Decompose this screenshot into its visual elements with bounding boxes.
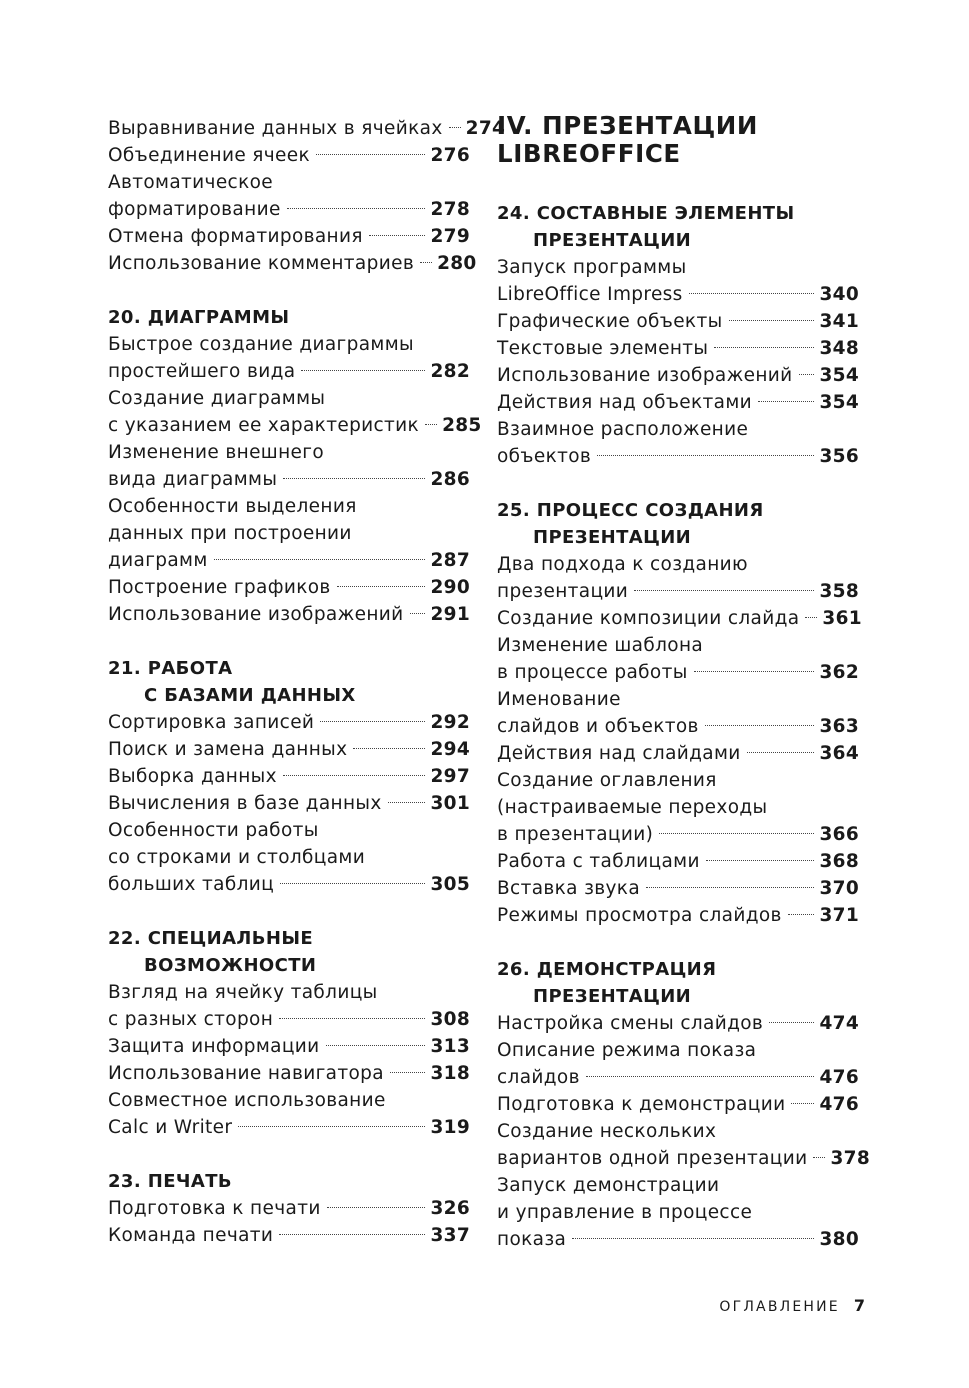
- entry-row: [497, 605, 862, 632]
- entry-page-number: 294: [430, 739, 470, 760]
- entry-title-line: Подготовка к печати: [108, 1198, 321, 1219]
- toc-entry: [497, 767, 859, 848]
- section-title-line: ПРЕЗЕНТАЦИИ: [533, 230, 692, 251]
- entry-page-number: 282: [430, 361, 470, 382]
- entry-title-line: Действия над слайдами: [497, 743, 741, 764]
- entry-row: [108, 1006, 470, 1033]
- entry-row: [108, 196, 470, 223]
- entry-title-line: Взаимное расположение: [497, 419, 749, 440]
- toc-entry: [108, 385, 482, 439]
- dot-leader: [758, 401, 814, 402]
- entry-title-line: Команда печати: [108, 1225, 274, 1246]
- toc-entry: [497, 1091, 859, 1118]
- dot-leader: [747, 752, 815, 753]
- entry-page-number: 319: [430, 1117, 470, 1138]
- toc-entry: [108, 142, 470, 169]
- entry-page-number: 279: [430, 226, 470, 247]
- toc-entry: [108, 439, 470, 493]
- toc-entry: [497, 1010, 859, 1037]
- toc-entry: [497, 254, 859, 308]
- entry-page-number: 341: [819, 311, 859, 332]
- entry-page-number: 366: [819, 824, 859, 845]
- entry-page-number: 370: [819, 878, 859, 899]
- entry-page-number: 371: [819, 905, 859, 926]
- section-title-line: 26. ДЕМОНСТРАЦИЯ: [497, 959, 717, 980]
- entry-title-line: Calc и Writer: [108, 1117, 233, 1138]
- entry-title-line: Создание диаграммы: [108, 388, 326, 409]
- toc-entry: [497, 389, 859, 416]
- toc-entry: [497, 605, 862, 632]
- entry-title-line: Настройка смены слайдов: [497, 1013, 764, 1034]
- entry-title-line: Использование изображений: [497, 365, 793, 386]
- entry-row: [497, 1145, 871, 1172]
- dot-leader: [326, 1045, 426, 1046]
- section-title-line: ВОЗМОЖНОСТИ: [144, 955, 317, 976]
- entry-row: [108, 1033, 470, 1060]
- entry-title-line: Взгляд на ячейку таблицы: [108, 982, 378, 1003]
- toc-sections: [108, 277, 482, 1249]
- entry-title-line: Отмена форматирования: [108, 226, 363, 247]
- entry-title-line: Создание оглавления: [497, 770, 717, 791]
- dot-leader: [659, 833, 814, 834]
- dot-leader: [813, 1157, 825, 1158]
- toc-entry: [108, 817, 470, 898]
- dot-leader: [706, 860, 815, 861]
- entry-row: [108, 223, 470, 250]
- dot-leader: [791, 1103, 814, 1104]
- section-heading: [108, 925, 470, 979]
- entry-title-line: Совместное использование: [108, 1090, 386, 1111]
- entry-title-line: объектов: [497, 446, 592, 467]
- entry-row: [108, 1060, 470, 1087]
- entry-title-line: вида диаграммы: [108, 469, 278, 490]
- entry-page-number: 354: [819, 365, 859, 386]
- entry-row: [497, 740, 859, 767]
- toc-entry: [108, 763, 470, 790]
- dot-leader: [420, 262, 432, 263]
- entry-row: [497, 902, 859, 929]
- dot-leader: [283, 478, 425, 479]
- dot-leader: [283, 775, 426, 776]
- entry-row: [497, 821, 859, 848]
- entry-title-line: Именование: [497, 689, 621, 710]
- entry-title-line: со строками и столбцами: [108, 847, 366, 868]
- entry-page-number: 286: [430, 469, 470, 490]
- toc-entry: [108, 331, 470, 385]
- section-heading: [108, 1168, 470, 1195]
- entry-title-line: Защита информации: [108, 1036, 320, 1057]
- section-heading: [108, 655, 470, 709]
- toc-entry: [497, 308, 859, 335]
- entry-page-number: 280: [437, 253, 477, 274]
- entry-page-number: 356: [819, 446, 859, 467]
- section-heading: [497, 497, 859, 551]
- entry-title-line: Использование комментариев: [108, 253, 415, 274]
- toc-entry: [108, 223, 470, 250]
- dot-leader: [425, 424, 437, 425]
- toc-entry: [497, 335, 859, 362]
- entry-title-line: Построение графиков: [108, 577, 331, 598]
- entry-title-line: в презентации): [497, 824, 654, 845]
- entry-title-line: слайдов и объектов: [497, 716, 699, 737]
- entry-row: [108, 1195, 470, 1222]
- entry-page-number: 476: [819, 1094, 859, 1115]
- entry-title-line: с разных сторон: [108, 1009, 274, 1030]
- section-spacer: [497, 929, 859, 956]
- toc-entry: [108, 979, 470, 1033]
- toc-entry: [497, 1172, 859, 1253]
- entry-row: [497, 335, 859, 362]
- entry-row: [497, 578, 859, 605]
- section-heading: [497, 956, 859, 1010]
- toc-entry: [497, 848, 859, 875]
- entry-title-line: Вставка звука: [497, 878, 641, 899]
- entry-row: [108, 1222, 470, 1249]
- dot-leader: [279, 1234, 425, 1235]
- toc-entry: [108, 601, 470, 628]
- entry-row: [497, 848, 859, 875]
- entry-title-line: с указанием ее характеристик: [108, 415, 420, 436]
- entry-title-line: Работа с таблицами: [497, 851, 700, 872]
- toc-entry: [108, 1087, 470, 1141]
- entry-row: [497, 1010, 859, 1037]
- section-title-line: ПРЕЗЕНТАЦИИ: [533, 527, 692, 548]
- entry-page-number: 290: [430, 577, 470, 598]
- entry-title-line: Создание нескольких: [497, 1121, 717, 1142]
- entry-page-number: 354: [819, 392, 859, 413]
- entry-page-number: 318: [430, 1063, 470, 1084]
- dot-leader: [769, 1022, 814, 1023]
- toc-right-column: [497, 111, 871, 1253]
- entry-page-number: 340: [819, 284, 859, 305]
- entry-title-line: Вычисления в базе данных: [108, 793, 382, 814]
- toc-entry: [108, 1195, 470, 1222]
- toc-entry: [108, 250, 477, 277]
- entry-page-number: 274: [465, 118, 506, 139]
- entry-row: [108, 1114, 470, 1141]
- entry-page-number: 363: [819, 716, 859, 737]
- section-heading: [108, 304, 470, 331]
- entry-page-number: 313: [430, 1036, 470, 1057]
- entry-title-line: (настраиваемые переходы: [497, 797, 768, 818]
- entry-row: [108, 142, 470, 169]
- entry-page-number: 362: [819, 662, 859, 683]
- section-title-line: 22. СПЕЦИАЛЬНЫЕ: [108, 928, 314, 949]
- entry-row: [108, 736, 470, 763]
- entry-title-line: презентации: [497, 581, 629, 602]
- entry-title-line: Действия над объектами: [497, 392, 752, 413]
- entry-title-line: Создание композиции слайда: [497, 608, 800, 629]
- toc-entry: [108, 1060, 470, 1087]
- entry-title-line: Запуск программы: [497, 257, 687, 278]
- dot-leader: [788, 914, 815, 915]
- toc-entry: [497, 902, 859, 929]
- entry-row: [108, 466, 470, 493]
- entry-row: [108, 790, 470, 817]
- entry-title-line: Использование навигатора: [108, 1063, 384, 1084]
- dot-leader: [705, 725, 815, 726]
- section-title-line: С БАЗАМИ ДАННЫХ: [144, 685, 356, 706]
- entry-page-number: 348: [819, 338, 859, 359]
- entry-row: [108, 547, 470, 574]
- entry-page-number: 278: [430, 199, 470, 220]
- running-header-label: ОГЛАВЛЕНИЕ: [719, 1299, 840, 1315]
- entry-page-number: 285: [442, 415, 482, 436]
- toc-entry: [108, 1033, 470, 1060]
- toc-entry: [108, 169, 470, 223]
- entry-row: [497, 659, 859, 686]
- toc-left-column: [108, 115, 506, 1249]
- toc-entry: [108, 736, 470, 763]
- dot-leader: [714, 347, 814, 348]
- entry-title-line: и управление в процессе: [497, 1202, 753, 1223]
- dot-leader: [238, 1126, 425, 1127]
- entry-row: [497, 389, 859, 416]
- entry-title-line: данных при построении: [108, 523, 352, 544]
- dot-leader: [280, 883, 425, 884]
- toc-entry: [497, 1118, 871, 1172]
- entry-title-line: Сортировка записей: [108, 712, 315, 733]
- toc-entry: [497, 632, 859, 686]
- entry-title-line: показа: [497, 1229, 567, 1250]
- entry-title-line: Изменение внешнего: [108, 442, 324, 463]
- entry-row: [108, 574, 470, 601]
- toc-sections: [497, 200, 871, 1253]
- toc-entry: [108, 709, 470, 736]
- entry-row: [497, 1064, 859, 1091]
- toc-entry: [108, 1222, 470, 1249]
- toc-entry: [108, 493, 470, 574]
- entry-title-line: Поиск и замена данных: [108, 739, 348, 760]
- toc-entry: [108, 574, 470, 601]
- entry-row: [497, 875, 859, 902]
- dot-leader: [301, 370, 425, 371]
- toc-entry-group: [108, 115, 506, 277]
- dot-leader: [320, 721, 425, 722]
- dot-leader: [390, 1072, 426, 1073]
- entry-title-line: слайдов: [497, 1067, 580, 1088]
- entry-page-number: 337: [430, 1225, 470, 1246]
- dot-leader: [337, 586, 426, 587]
- entry-title-line: Графические объекты: [497, 311, 723, 332]
- part-title-line: LIBREOFFICE: [497, 139, 681, 168]
- entry-page-number: 368: [819, 851, 859, 872]
- entry-title-line: Описание режима показа: [497, 1040, 757, 1061]
- dot-leader: [586, 1076, 815, 1077]
- entry-title-line: Два подхода к созданию: [497, 554, 748, 575]
- entry-title-line: простейшего вида: [108, 361, 296, 382]
- section-spacer: [108, 1141, 470, 1168]
- entry-title-line: Быстрое создание диаграммы: [108, 334, 414, 355]
- section-title-line: 23. ПЕЧАТЬ: [108, 1171, 232, 1192]
- dot-leader: [279, 1018, 425, 1019]
- toc-entry: [108, 790, 470, 817]
- entry-row: [108, 358, 470, 385]
- entry-title-line: LibreOffice Impress: [497, 284, 683, 305]
- entry-row: [497, 281, 859, 308]
- toc-entry: [497, 686, 859, 740]
- part-title-line: IV. ПРЕЗЕНТАЦИИ: [497, 111, 759, 140]
- entry-title-line: Режимы просмотра слайдов: [497, 905, 782, 926]
- entry-page-number: 358: [819, 581, 859, 602]
- dot-leader: [287, 208, 426, 209]
- entry-row: [108, 871, 470, 898]
- entry-page-number: 297: [430, 766, 470, 787]
- dot-leader: [572, 1238, 814, 1239]
- entry-row: [108, 763, 470, 790]
- section-spacer: [497, 470, 859, 497]
- entry-page-number: 476: [819, 1067, 859, 1088]
- page-number: 7: [853, 1296, 865, 1315]
- section-title-line: ПРЕЗЕНТАЦИИ: [533, 986, 692, 1007]
- entry-row: [108, 412, 482, 439]
- section-title-line: 21. РАБОТА: [108, 658, 233, 679]
- entry-page-number: 361: [822, 608, 862, 629]
- dot-leader: [694, 671, 815, 672]
- entry-title-line: Автоматическое: [108, 172, 274, 193]
- toc-entry: [108, 115, 506, 142]
- toc-entry: [497, 1037, 859, 1091]
- entry-row: [108, 709, 470, 736]
- entry-page-number: 326: [430, 1198, 470, 1219]
- dot-leader: [634, 590, 814, 591]
- entry-row: [108, 601, 470, 628]
- entry-title-line: Запуск демонстрации: [497, 1175, 720, 1196]
- entry-page-number: 380: [819, 1229, 859, 1250]
- dot-leader: [689, 293, 815, 294]
- dot-leader: [449, 127, 461, 128]
- section-spacer: [108, 277, 470, 304]
- entry-row: [497, 1091, 859, 1118]
- entry-row: [497, 443, 859, 470]
- entry-row: [108, 115, 506, 142]
- section-spacer: [108, 898, 470, 925]
- page-footer: [719, 1296, 865, 1315]
- dot-leader: [597, 455, 814, 456]
- entry-title-line: форматирование: [108, 199, 281, 220]
- section-title-line: 25. ПРОЦЕСС СОЗДАНИЯ: [497, 500, 764, 521]
- dot-leader: [805, 617, 817, 618]
- entry-row: [497, 1226, 859, 1253]
- entry-title-line: Особенности работы: [108, 820, 319, 841]
- entry-page-number: 308: [430, 1009, 470, 1030]
- entry-title-line: Выравнивание данных в ячейках: [108, 118, 443, 139]
- dot-leader: [369, 235, 426, 236]
- entry-page-number: 474: [819, 1013, 859, 1034]
- dot-leader: [316, 154, 425, 155]
- entry-page-number: 378: [830, 1148, 871, 1169]
- entry-page-number: 305: [430, 874, 470, 895]
- entry-title-line: больших таблиц: [108, 874, 275, 895]
- section-title-line: 20. ДИАГРАММЫ: [108, 307, 290, 328]
- dot-leader: [799, 374, 815, 375]
- dot-leader: [729, 320, 815, 321]
- entry-page-number: 292: [430, 712, 470, 733]
- entry-title-line: в процессе работы: [497, 662, 688, 683]
- dot-leader: [214, 559, 426, 560]
- entry-row: [497, 713, 859, 740]
- entry-page-number: 291: [430, 604, 470, 625]
- part-title: [497, 112, 859, 168]
- dot-leader: [410, 613, 426, 614]
- entry-title-line: Выборка данных: [108, 766, 277, 787]
- entry-row: [497, 362, 859, 389]
- entry-page-number: 364: [819, 743, 859, 764]
- entry-title-line: вариантов одной презентации: [497, 1148, 808, 1169]
- entry-title-line: Текстовые элементы: [497, 338, 709, 359]
- entry-page-number: 287: [430, 550, 470, 571]
- entry-title-line: Изменение шаблона: [497, 635, 704, 656]
- entry-row: [497, 308, 859, 335]
- entry-title-line: Особенности выделения: [108, 496, 357, 517]
- entry-title-line: Использование изображений: [108, 604, 404, 625]
- section-heading: [497, 200, 859, 254]
- entry-row: [108, 250, 477, 277]
- toc-entry: [497, 740, 859, 767]
- entry-title-line: диаграмм: [108, 550, 208, 571]
- dot-leader: [353, 748, 425, 749]
- toc-entry: [497, 362, 859, 389]
- dot-leader: [388, 802, 426, 803]
- entry-title-line: Подготовка к демонстрации: [497, 1094, 786, 1115]
- toc-entry: [497, 416, 859, 470]
- entry-title-line: Объединение ячеек: [108, 145, 311, 166]
- section-title-line: 24. СОСТАВНЫЕ ЭЛЕМЕНТЫ: [497, 203, 795, 224]
- dot-leader: [327, 1207, 426, 1208]
- toc-entry: [497, 551, 859, 605]
- entry-page-number: 301: [430, 793, 470, 814]
- entry-page-number: 276: [430, 145, 470, 166]
- toc-entry: [497, 875, 859, 902]
- section-spacer: [108, 628, 470, 655]
- dot-leader: [646, 887, 814, 888]
